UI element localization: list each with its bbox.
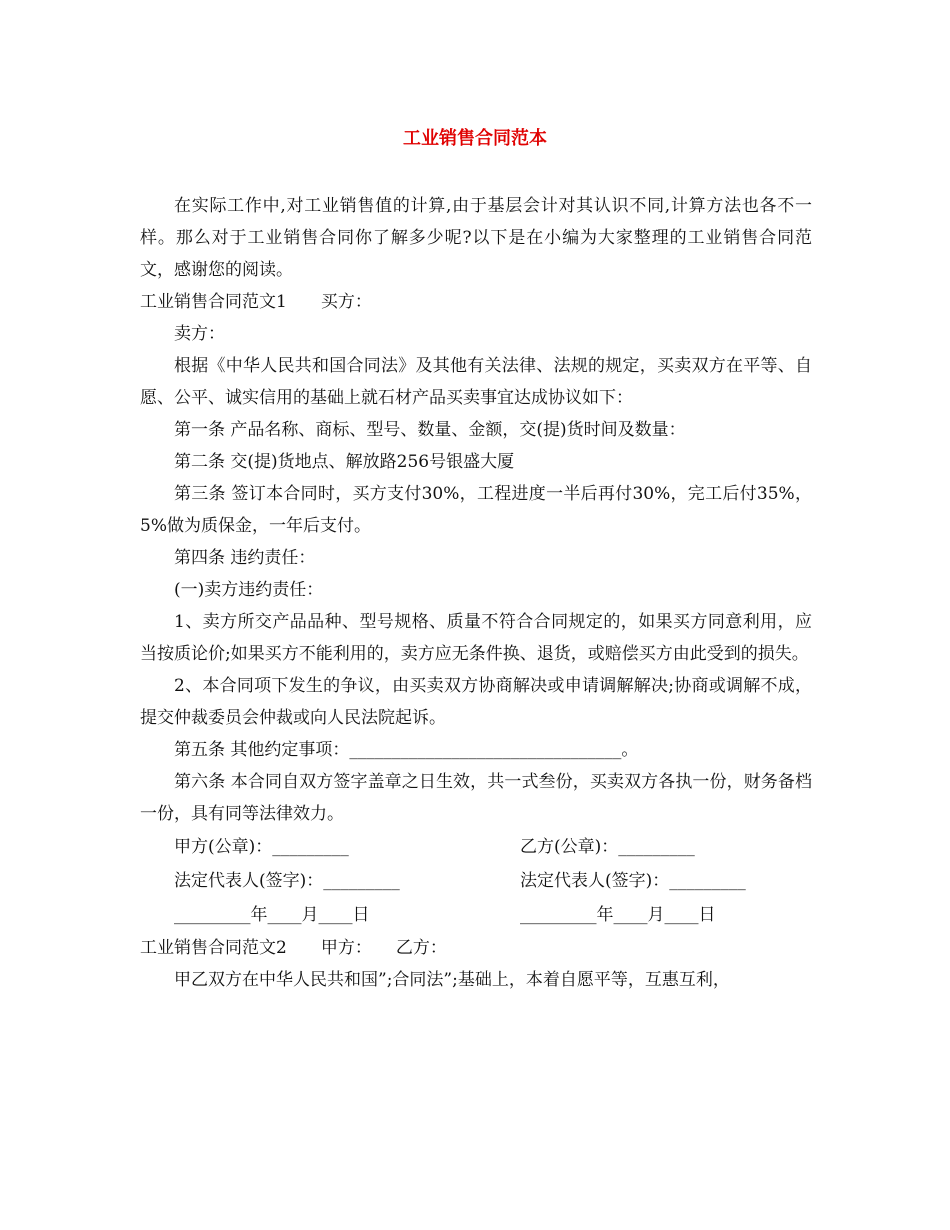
sample2-heading: 工业销售合同范文2	[140, 938, 287, 958]
preamble-paragraph: 根据《中华人民共和国合同法》及其他有关法律、法规的规定，买卖双方在平等、自愿、公平、诚实信用的基础上就石材产品买卖事宜达成协议如下：	[140, 356, 812, 408]
signature-seal-row	[140, 830, 812, 864]
sample2-heading-line	[140, 932, 812, 964]
document-body	[140, 190, 812, 996]
article-5: 第五条 其他约定事项：________________________________。	[174, 740, 639, 760]
date-a: _________年____月____日	[174, 905, 370, 925]
article-2: 第二条 交(提)货地点、解放路256号银盛大厦	[174, 452, 515, 472]
article-6: 第六条 本合同自双方签字盖章之日生效，共一式叁份，买卖双方各执一份，财务备档一份，具有同等法律效力。	[140, 772, 812, 824]
party-b-rep: 法定代表人(签字)：_________	[520, 871, 746, 891]
document-title: 工业销售合同范本	[403, 128, 547, 149]
party-a-rep: 法定代表人(签字)：_________	[174, 871, 400, 891]
article-4-sub: (一)卖方违约责任：	[174, 580, 324, 600]
article-4: 第四条 违约责任：	[174, 548, 316, 568]
article-3: 第三条 签订本合同时，买方支付30%，工程进度一半后再付30%，完工后付35%，5%做为质保金，一年后支付。	[140, 484, 812, 536]
party-b-seal: 乙方(公章)：_________	[520, 837, 695, 857]
item-1: 1、卖方所交产品品种、型号规格、质量不符合合同规定的，如果买方同意利用，应当按质论价;如果买方不能利用的，卖方应无条件换、退货，或赔偿买方由此受到的损失。	[140, 612, 812, 664]
seller-label: 卖方：	[174, 324, 225, 344]
signature-rep-row	[140, 864, 812, 898]
party-a-seal: 甲方(公章)：_________	[174, 837, 349, 857]
sample2-party-b: 乙方：	[395, 938, 447, 958]
sample1-heading: 工业销售合同范文1	[140, 292, 287, 312]
buyer-label: 买方：	[320, 292, 372, 312]
intro-paragraph: 在实际工作中,对工业销售值的计算,由于基层会计对其认识不同,计算方法也各不一样。那么对于工业销售合同你了解多少呢?以下是在小编为大家整理的工业销售合同范文，感谢您的阅读。	[140, 196, 812, 280]
sample2-party-a: 甲方：	[320, 938, 372, 958]
item-2: 2、本合同项下发生的争议，由买卖双方协商解决或申请调解解决;协商或调解不成，提交仲裁委员会仲裁或向人民法院起诉。	[140, 676, 812, 728]
date-b: _________年____月____日	[520, 905, 716, 925]
article-1: 第一条 产品名称、商标、型号、数量、金额，交(提)货时间及数量：	[174, 420, 686, 440]
sample1-heading-line	[140, 286, 812, 318]
sample2-opening: 甲乙双方在中华人民共和国”;合同法”;基础上，本着自愿平等，互惠互利，	[174, 970, 730, 990]
signature-date-row	[140, 898, 812, 932]
